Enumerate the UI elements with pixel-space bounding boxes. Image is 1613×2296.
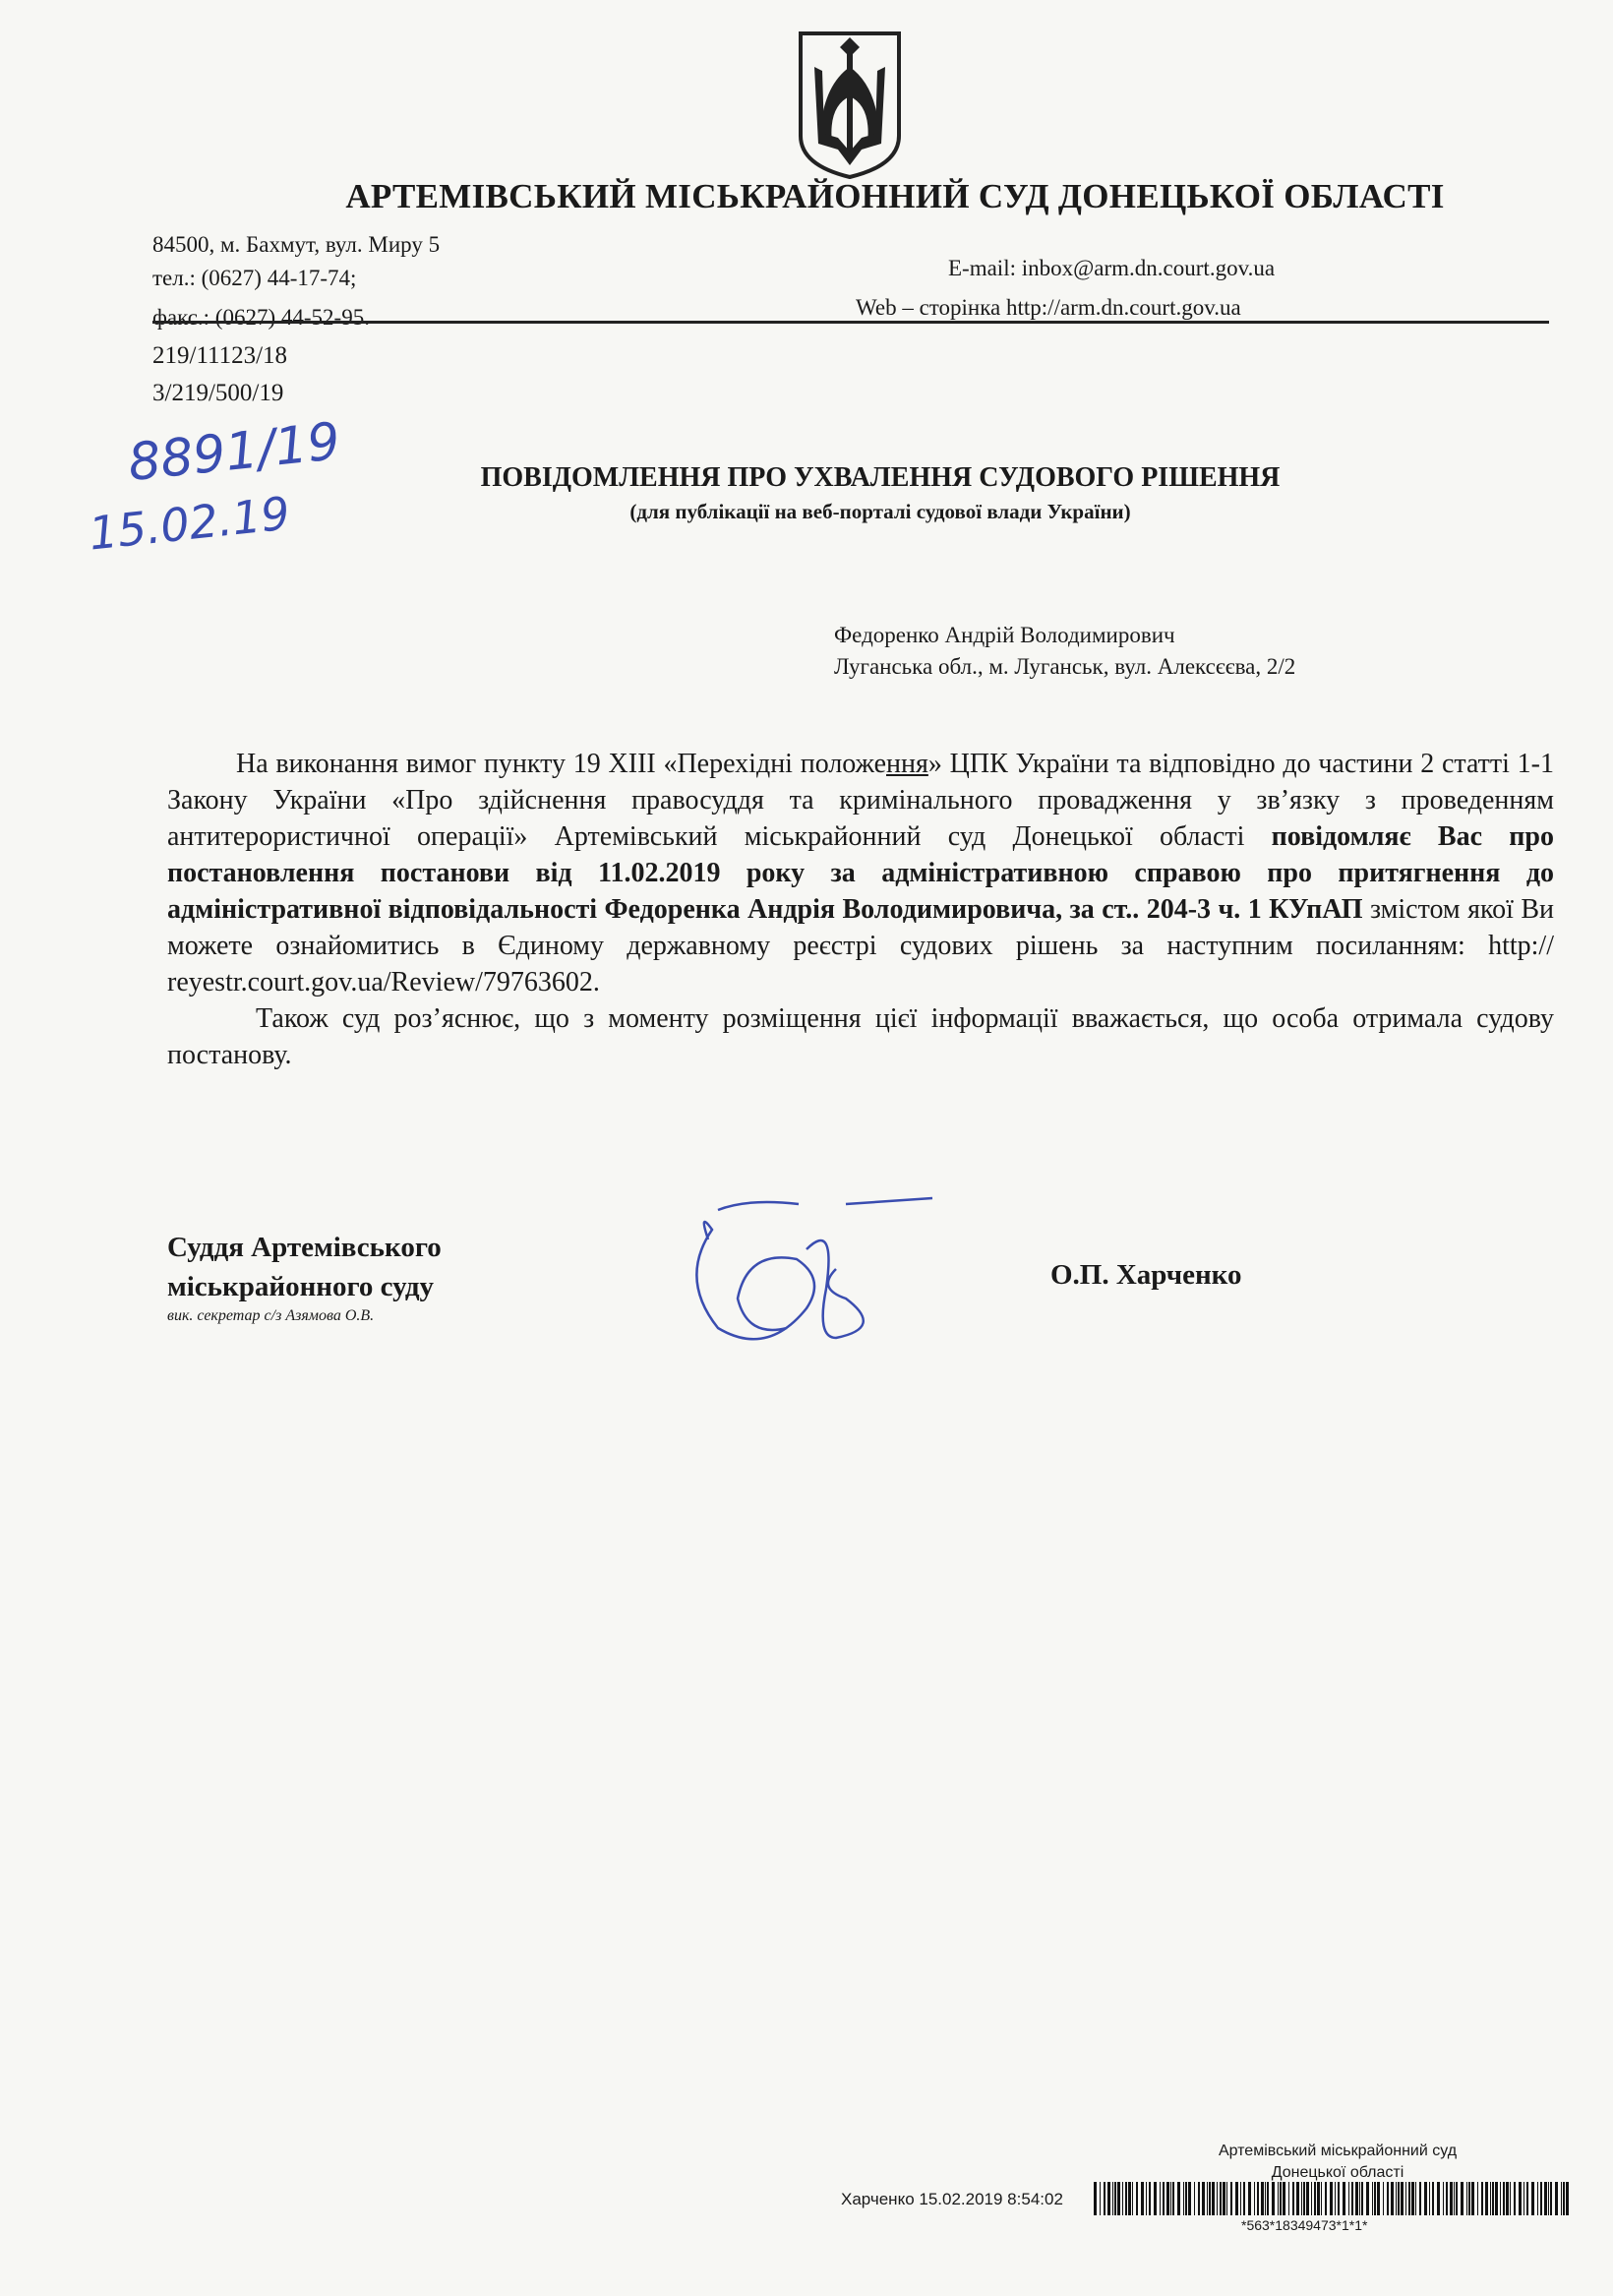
case-number: 219/11123/18 [152,342,288,369]
secretary-note: вик. секретар с/з Азямова О.В. [167,1307,375,1324]
handwritten-registration-number: 8891/19 [125,411,343,494]
judge-name: О.П. Харченко [1050,1259,1242,1291]
header-divider [152,321,1549,324]
court-phone: тел.: (0627) 44-17-74; [152,266,357,290]
body-paragraph-1: На виконання вимог пункту 19 XIII «Перехідні положення» ЦПК України та відповідно до частини 2 статті 1-1 Закону України «Про здійснення правосуддя та кримінального провадження у зв’язку з проведенням антитерористичної операції» Артемівський міськрайонний суд Донецької області повідомляє Вас про постановлення постанови від 11.02.2019 року за адміністративною справою про притягнення до адміністративної відповідальності Федоренка Андрія Володимировича, за ст.. 204-3 ч. 1 КУпАП змістом якої Ви можете ознайомитись в Єдиному державному реєстрі судових рішень за наступним посиланням: http:// reyestr.court.gov.ua/Review/79763602. [167,749,1555,997]
handwritten-date: 15.02.19 [86,486,293,561]
stamp-court-line1: Артемівський міськрайонний суд [1218,2143,1458,2159]
stamp-court-line2: Донецької області [1271,2164,1404,2181]
handwritten-signature [688,1190,944,1358]
notice-body [167,746,1554,1073]
barcode-number: *563*18349473*1*1* [1241,2217,1368,2233]
court-email: E-mail: inbox@arm.dn.court.gov.ua [948,256,1276,280]
barcode [1092,2182,1574,2215]
proceeding-number: 3/219/500/19 [152,380,284,406]
body-paragraph-2: Також суд роз’яснює, що з моменту розміщення цієї інформації вважається, що особа отримала судову постанову. [167,1003,1554,1070]
court-name: АРТЕМІВСЬКИЙ МІСЬКРАЙОННИЙ СУД ДОНЕЦЬКОЇ ОБЛАСТІ [345,177,1445,215]
court-website: Web – сторінка http://arm.dn.court.gov.ua [856,295,1241,320]
coat-of-arms-emblem [793,28,907,181]
recipient-name: Федоренко Андрій Володимирович [834,623,1175,647]
body-highlight: повідомляє Вас про постановлення постанови від 11.02.2019 року за адміністративною справою про притягнення до адміністративної відповідальності Федоренка Андрія Володимировича, за ст.. 204-3 ч. 1 КУпАП [167,821,1554,925]
signer-position-line2: міськрайонного суду [167,1271,435,1302]
recipient-address: Луганська обл., м. Луганськ, вул. Алексєєва, 2/2 [834,654,1296,679]
electronic-signature-stamp: Харченко 15.02.2019 8:54:02 [841,2190,1063,2208]
court-address: 84500, м. Бахмут, вул. Миру 5 [152,232,441,257]
notice-title: ПОВІДОМЛЕННЯ ПРО УХВАЛЕННЯ СУДОВОГО РІШЕННЯ [480,462,1281,493]
notice-subtitle: (для публікації на веб-порталі судової влади України) [629,500,1131,523]
signer-position-line1: Суддя Артемівського [167,1232,442,1263]
court-fax: факс.: (0627) 44-52-95. [152,305,370,330]
